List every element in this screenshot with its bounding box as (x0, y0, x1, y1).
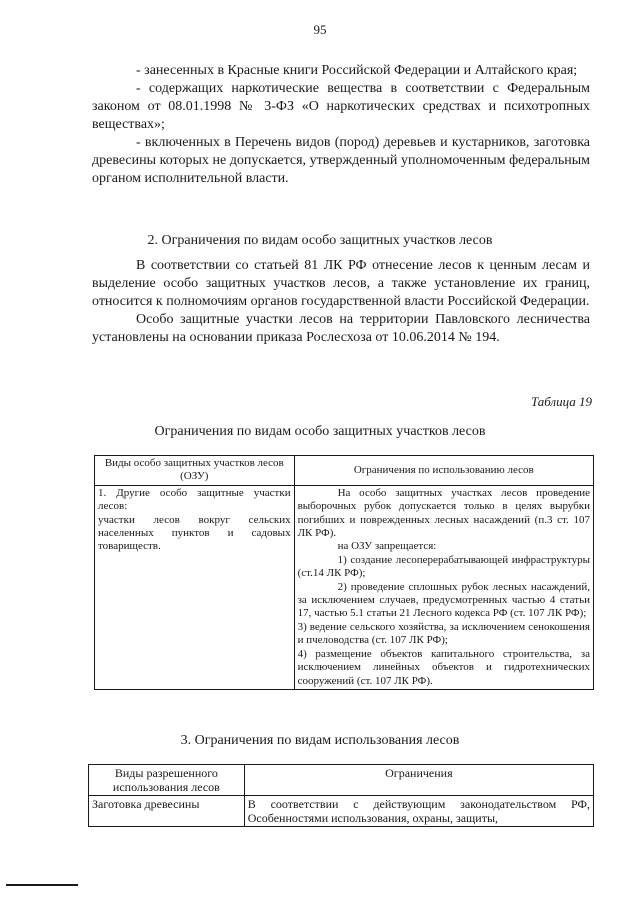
section3-heading: 3. Ограничения по видам использования лесов (180, 733, 460, 748)
ozu-restrictions-table (94, 455, 594, 690)
table-header-row (95, 456, 594, 486)
restriction-item-1: 1) создание лесоперерабатывающей инфраструктуры (ст.14 ЛК РФ); (297, 553, 590, 580)
table-row (95, 485, 594, 689)
intro-list (92, 62, 590, 188)
ozu-type-title: 1. Другие особо защитные участки лесов: (98, 486, 291, 513)
restriction-item-4: 4) размещение объектов капитального строительства, за исключением линейных объектов и гидротехнических сооружений (ст. 107 ЛК РФ). (297, 647, 590, 687)
table-title: Ограничения по видам особо защитных участков лесов (154, 424, 486, 439)
ozu-type-cell (95, 485, 295, 689)
header-limits: Ограничения (244, 765, 593, 796)
table-row (89, 796, 594, 827)
restriction-selective-cutting: На особо защитных участках лесов проведение выборочных рубок допускается только в целях вырубки погибших и поврежденных лесных насаждений (п.3 ст. 107 ЛК РФ). (297, 486, 590, 540)
table-label: Таблица 19 (530, 394, 592, 409)
footer-rule (6, 884, 78, 886)
page-number: 95 (313, 22, 327, 37)
section2-text (92, 257, 590, 347)
header-restrictions: Ограничения по использованию лесов (294, 456, 593, 486)
ozu-restrictions-cell (294, 485, 593, 689)
list-item-prohibited-species: - включенных в Перечень видов (пород) деревьев и кустарников, заготовка древесины которых не допускается, утвержденный уполномоченным федеральным органом исполнительной власти. (92, 135, 590, 186)
restriction-item-3: 3) ведение сельского хозяйства, за исключением сенокошения и пчеловодства (ст. 107 ЛК РФ); (297, 620, 590, 647)
ozu-type-body: участки лесов вокруг сельских населенных пунктов и садовых товариществ. (98, 513, 291, 553)
table-header-row (89, 765, 594, 796)
use-type-cell: Заготовка древесины (89, 796, 245, 827)
header-ozu-types: Виды особо защитных участков лесов (ОЗУ) (95, 456, 295, 486)
restriction-prohibited-label: на ОЗУ запрещается: (337, 540, 437, 553)
paragraph-pavlovsk: Особо защитные участки лесов на территории Павловского лесничества установлены на основании приказа Рослесхоза от 10.06.2014 № 194. (92, 312, 590, 345)
list-item-narcotic: - содержащих наркотические вещества в соответствии с Федеральным законом от 08.01.1998 № 3-ФЗ «О наркотических средствах и психотропных веществах»; (92, 81, 590, 132)
restriction-item-2: 2) проведение сплошных рубок лесных насаждений, за исключением случаев, предусмотренных частью 4 статьи 17, частью 5.1 статьи 21 Лесного кодекса РФ (ст. 107 ЛК РФ); (297, 580, 590, 620)
paragraph-article81: В соответствии со статьей 81 ЛК РФ отнесение лесов к ценным лесам и выделение особо защитных участков лесов, а также установление их границ, относится к полномочиям органов государственной власти Российской Федерации. (92, 258, 590, 309)
header-use-types: Виды разрешенного использования лесов (89, 765, 245, 796)
list-item-red-books: - занесенных в Красные книги Российской Федерации и Алтайского края; (136, 63, 578, 78)
use-limits-cell: В соответствии с действующим законодательством РФ, Особенностями использования, охраны, защиты, (244, 796, 593, 827)
section2-heading: 2. Ограничения по видам особо защитных участков лесов (147, 233, 493, 248)
use-restrictions-table (88, 764, 594, 827)
